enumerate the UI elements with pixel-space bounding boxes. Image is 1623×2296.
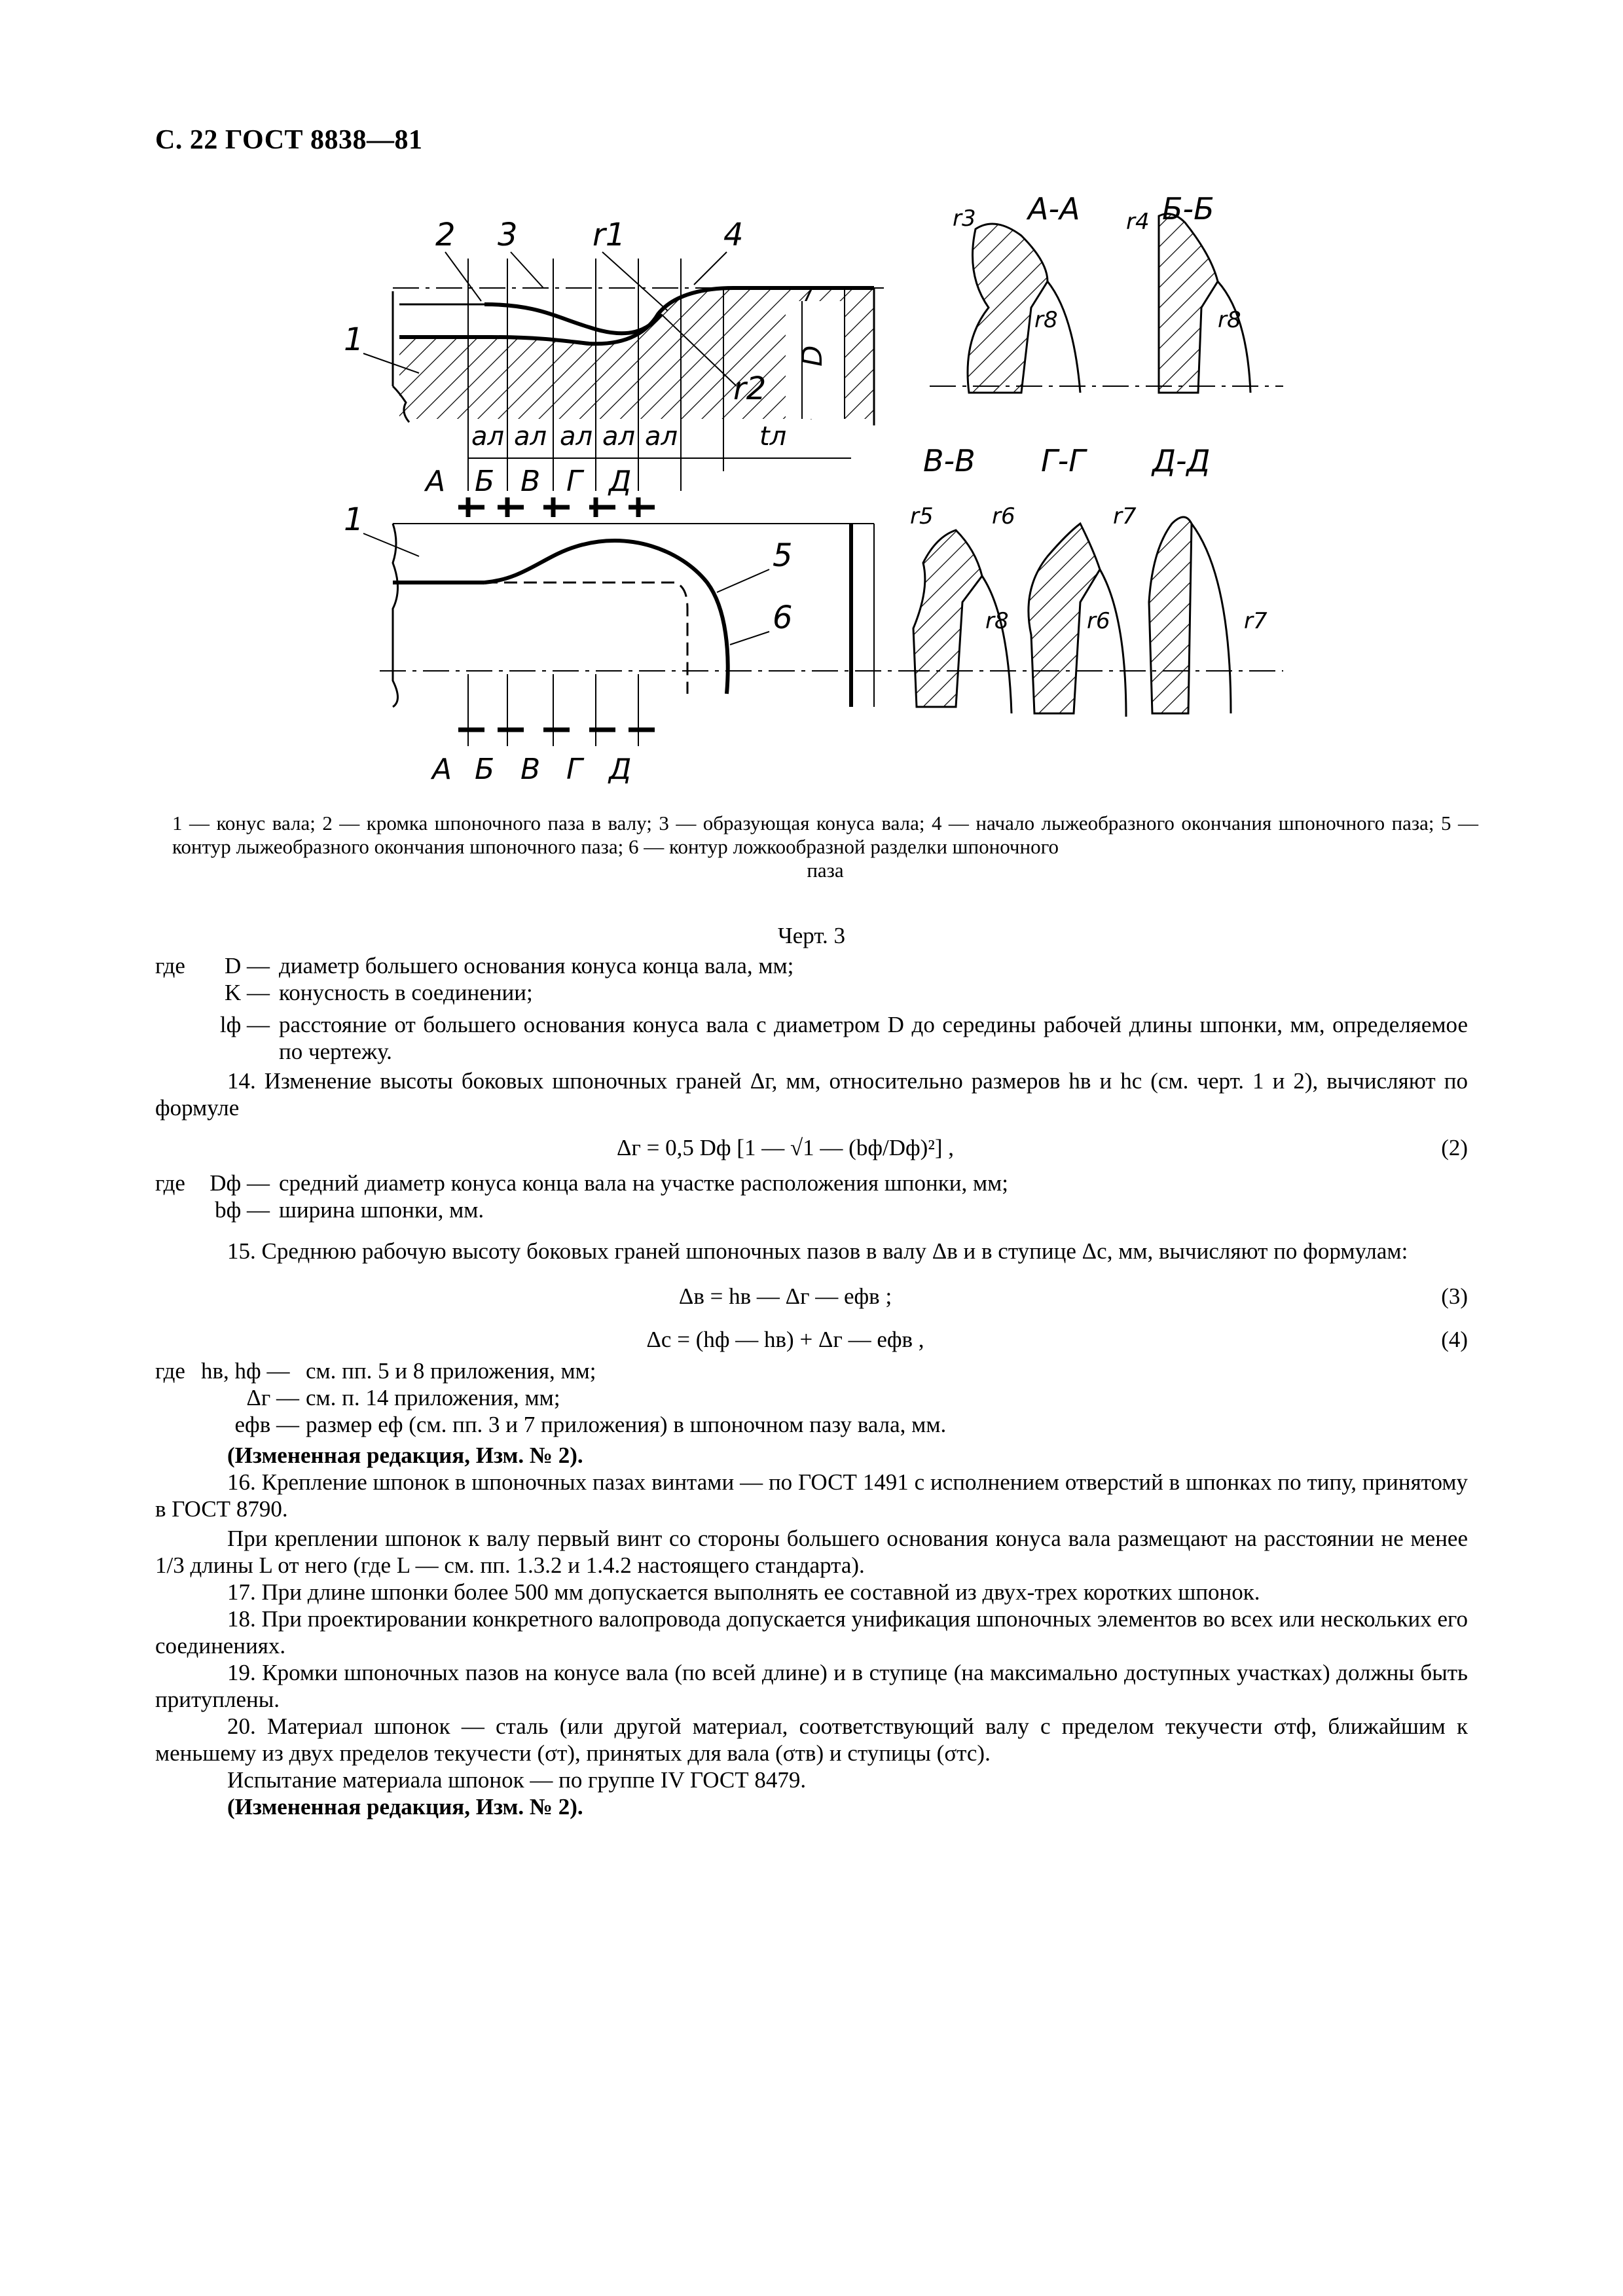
paragraph-15: 15. Среднюю рабочую высоту боковых граней шпоночных пазов в валу Δв и в ступице Δс, мм, вычисляют по формулам: bbox=[227, 1238, 1408, 1264]
definition-row bbox=[155, 1011, 1468, 1065]
formula-number: (3) bbox=[1441, 1283, 1468, 1309]
formula-2 bbox=[155, 1129, 1468, 1166]
def-text: расстояние от большего основания конуса вала с диаметром D до середины рабочей длины шпонки, мм, определяемое по чертежу. bbox=[279, 1012, 1468, 1064]
svg-text:Б: Б bbox=[475, 465, 495, 498]
svg-text:В: В bbox=[520, 753, 541, 786]
svg-text:r8: r8 bbox=[1034, 307, 1058, 333]
formula-expr: Δс = (hф — hв) + Δг — eфв , bbox=[646, 1326, 924, 1352]
svg-text:r4: r4 bbox=[1126, 209, 1150, 235]
def-sym: hв, hф — bbox=[201, 1358, 290, 1384]
svg-text:Г: Г bbox=[566, 753, 583, 786]
svg-text:r7: r7 bbox=[1113, 503, 1137, 529]
svg-text:Д-Д: Д-Д bbox=[1152, 443, 1211, 478]
svg-text:А-А: А-А bbox=[1028, 191, 1080, 226]
paragraph-16b: При креплении шпонок к валу первый винт со стороны большего основания конуса вала размещают на расстоянии не менее 1/3 длины L от него (где L — см. пп. 1.3.2 и 1.4.2 настоящего стандарта). bbox=[155, 1526, 1468, 1578]
paragraph-20: 20. Материал шпонок — сталь (или другой материал, соответствующий валу с пределом текучести σтф, ближайшим к меньшему из двух пределов текучести (σт), принятых для вала (σтв) и ступицы (σтс). bbox=[155, 1713, 1468, 1766]
svg-text:3: 3 bbox=[498, 217, 518, 253]
def-where: где bbox=[155, 953, 185, 978]
def-text: диаметр большего основания конуса конца вала, мм; bbox=[279, 953, 794, 978]
svg-text:5: 5 bbox=[773, 537, 793, 574]
svg-text:aл: aл bbox=[514, 422, 547, 452]
figure-caption: Черт. 3 bbox=[778, 923, 845, 948]
paragraph-19: 19. Кромки шпоночных пазов на конусе вала (по всей длине) и в ступице (на максимально доступных участках) должны быть притуплены. bbox=[155, 1660, 1468, 1712]
svg-text:r8: r8 bbox=[1218, 307, 1241, 333]
svg-text:Д: Д bbox=[609, 465, 632, 498]
svg-text:tл: tл bbox=[759, 422, 787, 452]
formula-number: (2) bbox=[1441, 1134, 1468, 1160]
svg-text:А: А bbox=[432, 753, 452, 786]
formula-3 bbox=[155, 1278, 1468, 1314]
svg-text:r8: r8 bbox=[985, 608, 1009, 634]
svg-text:Г-Г: Г-Г bbox=[1041, 443, 1085, 478]
svg-text:1: 1 bbox=[344, 321, 364, 358]
def-sym: K — bbox=[224, 980, 270, 1005]
svg-text:r5: r5 bbox=[910, 503, 934, 529]
def-sym: Dф — bbox=[210, 1170, 270, 1196]
definition-row bbox=[155, 1357, 1468, 1384]
def-sym: lф — bbox=[219, 1012, 270, 1037]
paragraph-17: 17. При длине шпонки более 500 мм допускается выполнять ее составной из двух-трех коротких шпонок. bbox=[227, 1579, 1260, 1605]
svg-text:r3: r3 bbox=[953, 206, 976, 232]
svg-text:aл: aл bbox=[471, 422, 505, 452]
def-where: где bbox=[155, 1358, 185, 1384]
page-header: С. 22 ГОСТ 8838—81 bbox=[155, 125, 423, 155]
svg-text:В: В bbox=[520, 465, 541, 498]
svg-text:r6: r6 bbox=[992, 503, 1015, 529]
def-text: ширина шпонки, мм. bbox=[279, 1197, 484, 1223]
bottom-plan-view bbox=[344, 501, 917, 786]
paragraph-14: 14. Изменение высоты боковых шпоночных граней Δг, мм, относительно размеров hв и hс (см. черт. 1 и 2), вычисляют по формуле bbox=[155, 1068, 1468, 1121]
svg-text:r6: r6 bbox=[1087, 608, 1110, 634]
definition-row bbox=[155, 1384, 1468, 1411]
def-sym: D — bbox=[224, 953, 270, 978]
svg-text:r1: r1 bbox=[593, 217, 626, 253]
formula-4 bbox=[155, 1321, 1468, 1357]
definition-row bbox=[155, 1170, 1468, 1196]
svg-text:r7: r7 bbox=[1244, 608, 1267, 634]
svg-text:4: 4 bbox=[723, 217, 744, 253]
svg-text:Б-Б: Б-Б bbox=[1162, 191, 1214, 226]
svg-text:aл: aл bbox=[560, 422, 593, 452]
svg-text:Д: Д bbox=[609, 753, 632, 786]
def-text: конусность в соединении; bbox=[279, 980, 533, 1005]
paragraph-16: 16. Крепление шпонок в шпоночных пазах винтами — по ГОСТ 1491 с исполнением отверстий в шпонках по типу, принятому в ГОСТ 8790. bbox=[155, 1469, 1468, 1522]
paragraph-20b: Испытание материала шпонок — по группе IV ГОСТ 8479. bbox=[227, 1767, 807, 1793]
svg-text:6: 6 bbox=[773, 600, 793, 636]
svg-text:А: А bbox=[426, 465, 446, 498]
svg-text:r2: r2 bbox=[733, 370, 767, 407]
svg-text:В-В: В-В bbox=[923, 443, 976, 478]
svg-text:Г: Г bbox=[566, 465, 583, 498]
definition-row bbox=[155, 952, 1468, 979]
svg-text:D: D bbox=[796, 345, 828, 367]
legend-text-end: паза bbox=[807, 859, 844, 882]
legend-text: 1 — конус вала; 2 — кромка шпоночного паза в валу; 3 — образующая конуса вала; 4 — начало лыжеобразного окончания шпоночного паза; 5 — контур лыжеобразного окончания шпоночного паза; 6 — контур ложкообразной разделки шпоночного bbox=[172, 812, 1478, 858]
definition-row bbox=[155, 1411, 1468, 1438]
svg-text:2: 2 bbox=[435, 217, 456, 253]
svg-text:1: 1 bbox=[344, 501, 364, 538]
def-text: см. пп. 5 и 8 приложения, мм; bbox=[306, 1358, 596, 1384]
revision-note: (Измененная редакция, Изм. № 2). bbox=[227, 1794, 583, 1820]
figure-legend bbox=[172, 812, 1478, 882]
technical-drawing bbox=[0, 0, 1623, 831]
formula-expr: Δв = hв — Δг — eфв ; bbox=[678, 1283, 892, 1309]
def-text: см. п. 14 приложения, мм; bbox=[306, 1385, 560, 1410]
definition-row bbox=[155, 979, 1468, 1006]
formula-number: (4) bbox=[1441, 1326, 1468, 1352]
def-text: размер eф (см. пп. 3 и 7 приложения) в шпоночном пазу вала, мм. bbox=[306, 1412, 947, 1437]
def-text: средний диаметр конуса конца вала на участке расположения шпонки, мм; bbox=[279, 1170, 1008, 1196]
svg-text:Б: Б bbox=[475, 753, 495, 786]
svg-text:aл: aл bbox=[602, 422, 636, 452]
definition-row bbox=[155, 1196, 1468, 1223]
def-sym: Δг — bbox=[246, 1385, 299, 1410]
paragraph-18: 18. При проектировании конкретного валопровода допускается унификация шпоночных элементов во всех или нескольких его соединениях. bbox=[155, 1606, 1468, 1659]
top-section-view bbox=[344, 217, 884, 517]
revision-note: (Измененная редакция, Изм. № 2). bbox=[227, 1443, 583, 1468]
body-text bbox=[155, 952, 1468, 1820]
cross-sections bbox=[903, 191, 1283, 717]
def-sym: eфв — bbox=[234, 1412, 299, 1437]
formula-expr: Δг = 0,5 Dф [1 — √1 — (bф/Dф)²] , bbox=[617, 1134, 954, 1160]
def-where: где bbox=[155, 1170, 185, 1196]
svg-text:aл: aл bbox=[645, 422, 678, 452]
def-sym: bф — bbox=[215, 1197, 270, 1223]
